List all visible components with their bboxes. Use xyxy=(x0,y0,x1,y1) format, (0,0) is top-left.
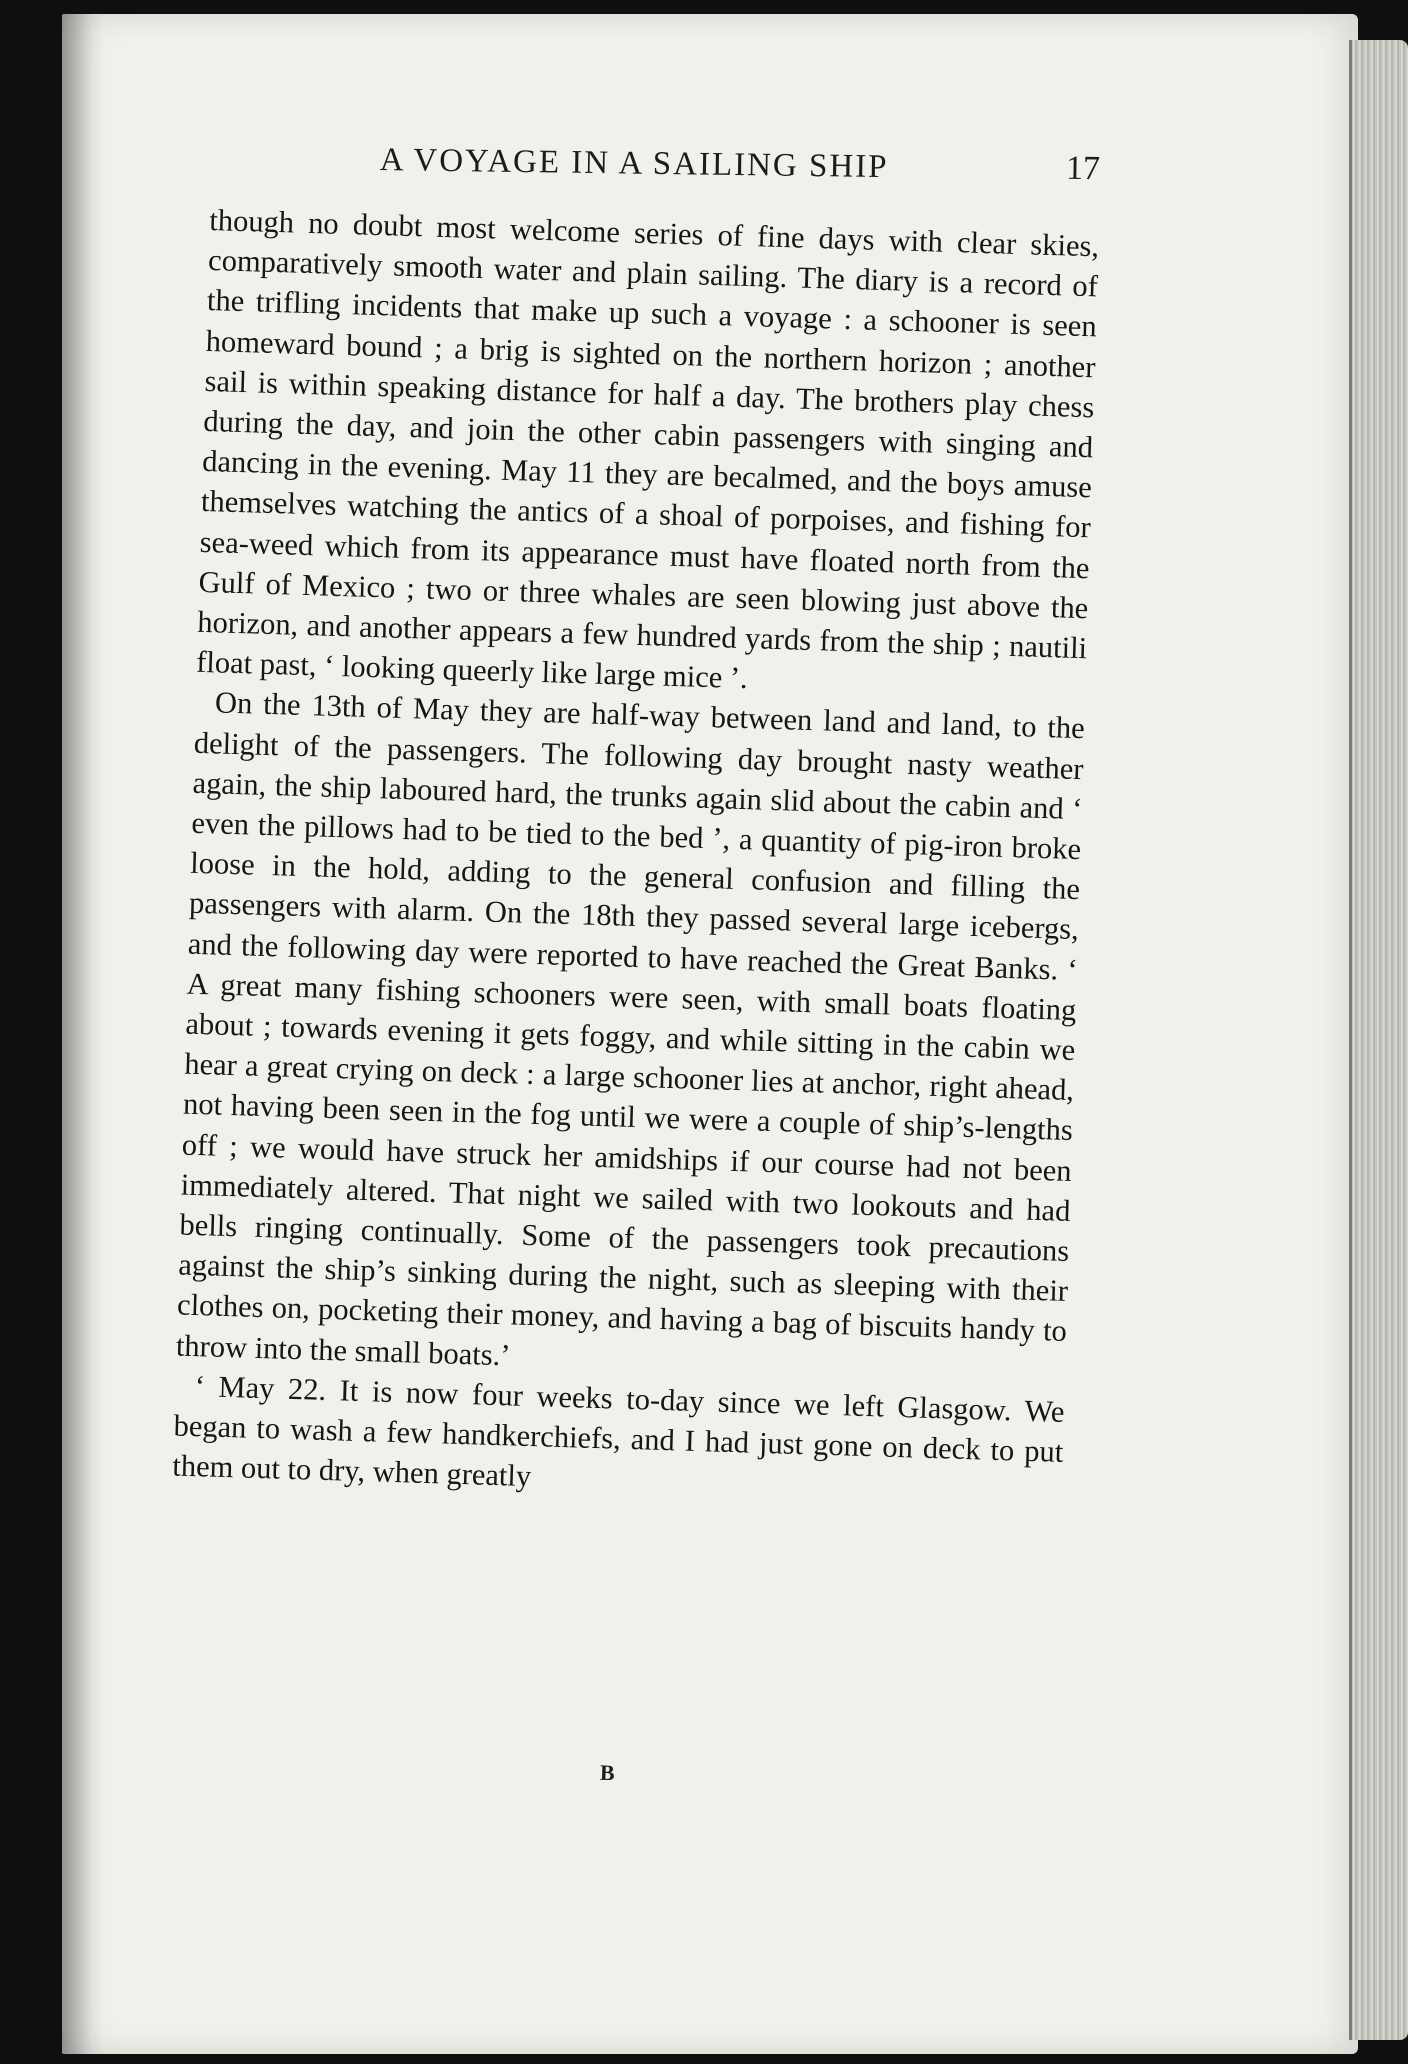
running-head: A VOYAGE IN A SAILING SHIP xyxy=(379,142,889,186)
paragraph: ‘ May 22. It is now four weeks to-day since we left Glasgow. We began to wash a few handkerchiefs, and I had just gone on deck to put them out to dry, when greatly xyxy=(171,1368,1065,1494)
page-edges xyxy=(1349,40,1408,2040)
gutter-shadow xyxy=(62,14,104,2054)
signature-mark: B xyxy=(599,1759,616,1786)
paragraph: On the 13th of May they are half-way between land and land, to the delight of the passengers. The following day brought nasty weather again, the ship laboured hard, the trunks again slid about the cabin and ‘ even the pillows had to be tied to the bed ’, a quantity of pig-iron broke loose in the hold, adding to the general confusion and filling the passengers with alarm. On the 18th they passed several large icebergs, and the following day were reported to have reached the Great Banks. ‘ A great many fishing schooners were seen, with small boats floating about ; towards evening it gets foggy, and while sitting in the cabin we hear a great crying on deck : a large schooner lies at anchor, right ahead, not having been seen in the fog until we were a couple of ship’s-lengths off ; we would have struck her amidships if our course had not been immediately altered. That night we sailed with two lookouts and had bells ringing continually. Some of the passengers took precautions against the ship’s sinking during the night, such as sleeping with their clothes on, pocketing their money, and having a bag of biscuits handy to throw into the small boats.’ xyxy=(175,685,1086,1373)
paragraph: though no doubt most welcome series of fine days with clear skies, comparatively smooth water and plain sailing. The diary is a record of the trifling incidents that make up such a voyage : a schooner is seen homeward bound ; a brig is sighted on the northern horizon ; another sail is within speaking distance for half a day. The brothers play chess during the day, and join the other cabin passengers with singing and dancing in the evening. May 11 they are becalmed, and the boys amuse themselves watching the antics of a shoal of porpoises, and fishing for sea-weed which from its appearance must have floated north from the Gulf of Mexico ; two or three whales are seen blowing just above the horizon, and another appears a few hundred yards from the ship ; nautili float past, ‘ looking queerly like large mice ’. xyxy=(195,202,1100,696)
page-number: 17 xyxy=(1065,149,1101,188)
body-text xyxy=(172,200,1100,1512)
